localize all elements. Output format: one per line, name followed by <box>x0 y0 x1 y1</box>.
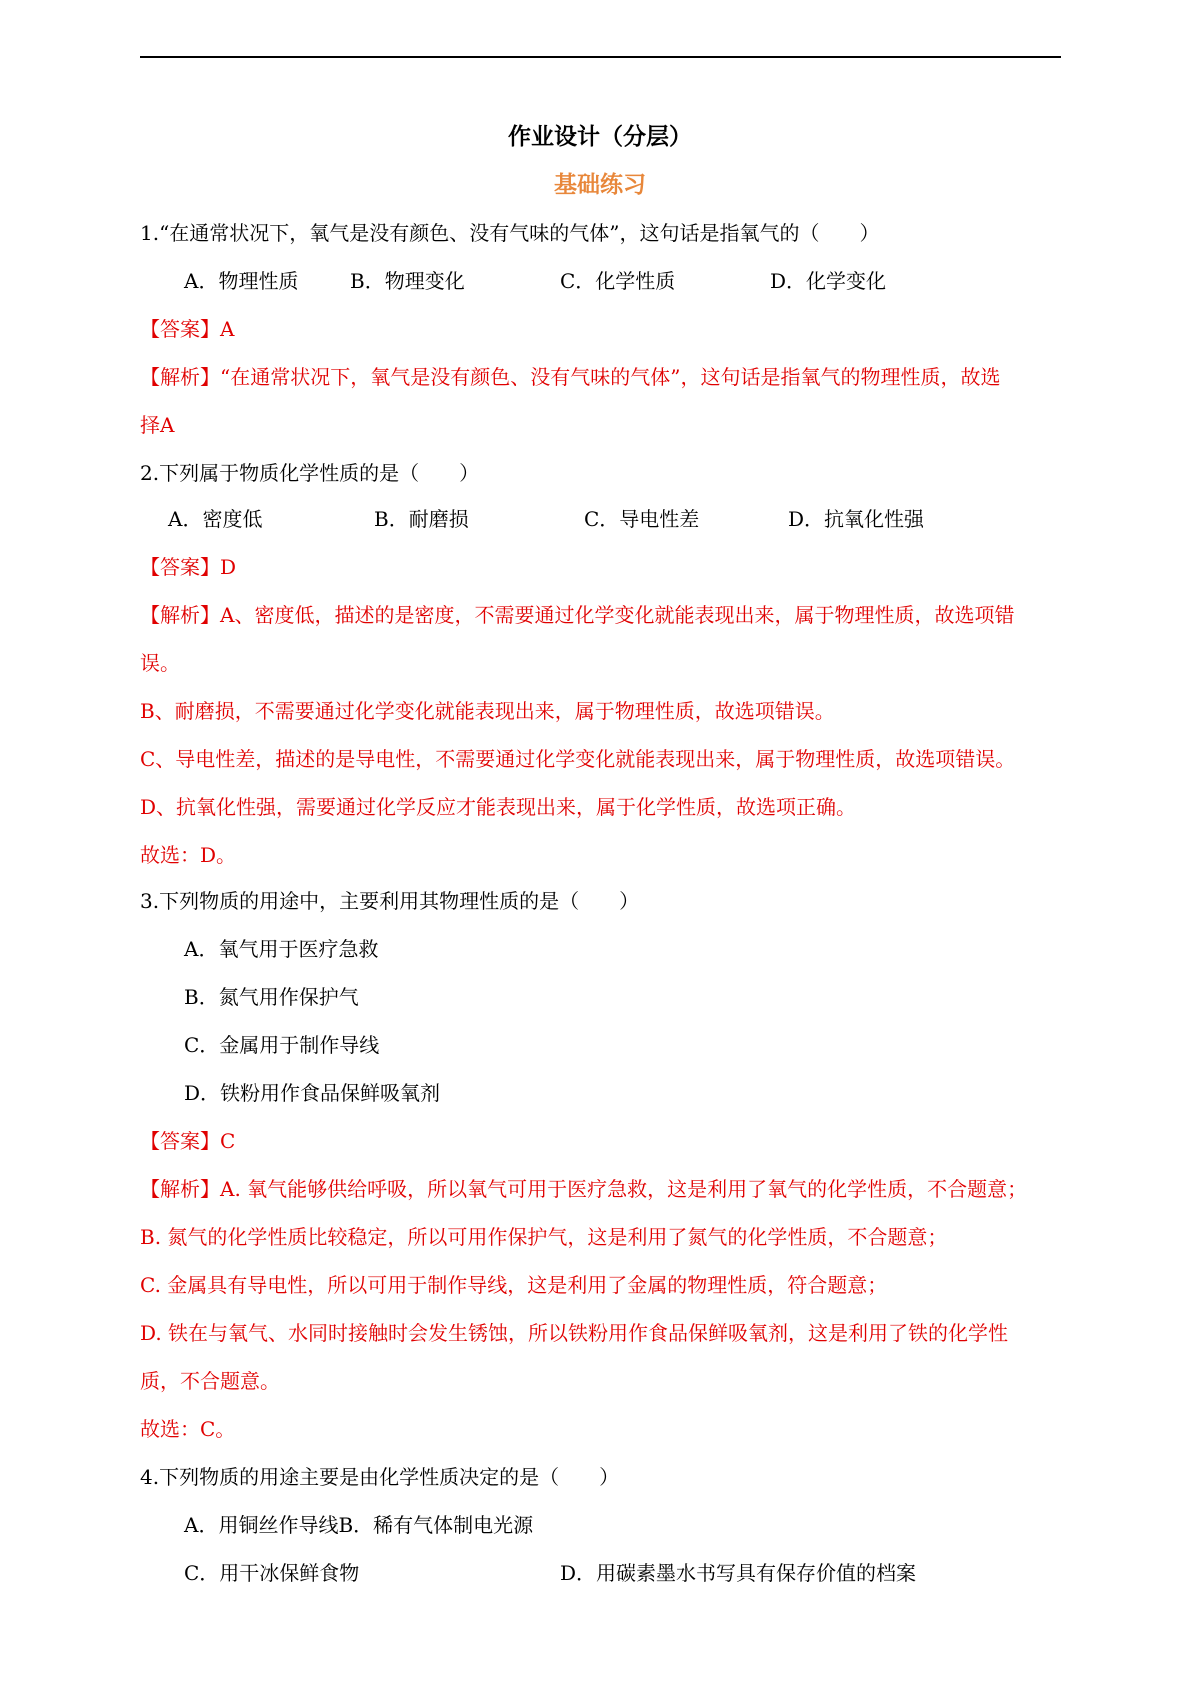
q4-option-c: C．用干冰保鲜食物 <box>184 1561 360 1585</box>
question-2-conclusion: 故选：D。 <box>140 843 237 867</box>
question-1-stem: 1.“在通常状况下，氧气是没有颜色、没有气味的气体”，这句话是指氧气的（ ） <box>140 221 880 245</box>
q3-option-c: C．金属用于制作导线 <box>184 1033 380 1057</box>
q4-option-ab: A．用铜丝作导线B．稀有气体制电光源 <box>184 1513 534 1537</box>
question-2-answer: 【答案】D <box>140 555 237 579</box>
q2-option-a: A．密度低 <box>168 507 263 531</box>
question-2-analysis-line: B、耐磨损，不需要通过化学变化就能表现出来，属于物理性质，故选项错误。 <box>140 699 835 723</box>
q2-option-b: B．耐磨损 <box>374 507 469 531</box>
question-2-analysis-line: C、导电性差，描述的是导电性，不需要通过化学变化就能表现出来，属于物理性质，故选项错误。 <box>140 747 1016 771</box>
q1-option-c: C．化学性质 <box>560 269 676 293</box>
q3-option-b: B．氮气用作保护气 <box>184 985 359 1009</box>
q2-option-d: D．抗氧化性强 <box>788 507 925 531</box>
question-3-analysis-line: B. 氮气的化学性质比较稳定，所以可用作保护气，这是利用了氮气的化学性质，不合题意； <box>140 1225 948 1249</box>
question-1-analysis-line: 【解析】“在通常状况下，氧气是没有颜色、没有气味的气体”，这句话是指氧气的物理性质，故选 <box>140 365 1001 389</box>
q3-option-a: A．氧气用于医疗急救 <box>184 937 379 961</box>
question-3-analysis-line: 质，不合题意。 <box>140 1369 280 1393</box>
question-2-analysis-line: D、抗氧化性强，需要通过化学反应才能表现出来，属于化学性质，故选项正确。 <box>140 795 857 819</box>
header-rule <box>140 56 1061 58</box>
question-3-analysis-line: 【解析】A. 氧气能够供给呼吸，所以氧气可用于医疗急救，这是利用了氧气的化学性质，不合题意； <box>140 1177 1028 1201</box>
q4-option-d: D．用碳素墨水书写具有保存价值的档案 <box>560 1561 917 1585</box>
question-3-analysis-line: D. 铁在与氧气、水同时接触时会发生锈蚀，所以铁粉用作食品保鲜吸氧剂，这是利用了铁的化学性 <box>140 1321 1009 1345</box>
q1-option-d: D．化学变化 <box>770 269 887 293</box>
question-1-analysis-line: 择A <box>140 413 175 437</box>
question-1-answer: 【答案】A <box>140 317 235 341</box>
section-title: 基础练习 <box>554 171 646 198</box>
question-3-analysis-line: C. 金属具有导电性，所以可用于制作导线，这是利用了金属的物理性质，符合题意； <box>140 1273 888 1297</box>
question-2-stem: 2.下列属于物质化学性质的是（ ） <box>140 461 480 485</box>
question-2-analysis-line: 误。 <box>140 651 180 675</box>
q1-option-b: B．物理变化 <box>350 269 465 293</box>
q1-option-a: A．物理性质 <box>184 269 299 293</box>
q3-option-d: D．铁粉用作食品保鲜吸氧剂 <box>184 1081 441 1105</box>
document-title: 作业设计（分层） <box>508 123 692 150</box>
question-3-answer: 【答案】C <box>140 1129 236 1153</box>
question-3-conclusion: 故选：C。 <box>140 1417 236 1441</box>
question-3-stem: 3.下列物质的用途中，主要利用其物理性质的是（ ） <box>140 889 640 913</box>
question-2-analysis-line: 【解析】A、密度低，描述的是密度，不需要通过化学变化就能表现出来，属于物理性质，故选项错 <box>140 603 1015 627</box>
question-4-stem: 4.下列物质的用途主要是由化学性质决定的是（ ） <box>140 1465 620 1489</box>
q2-option-c: C．导电性差 <box>584 507 700 531</box>
